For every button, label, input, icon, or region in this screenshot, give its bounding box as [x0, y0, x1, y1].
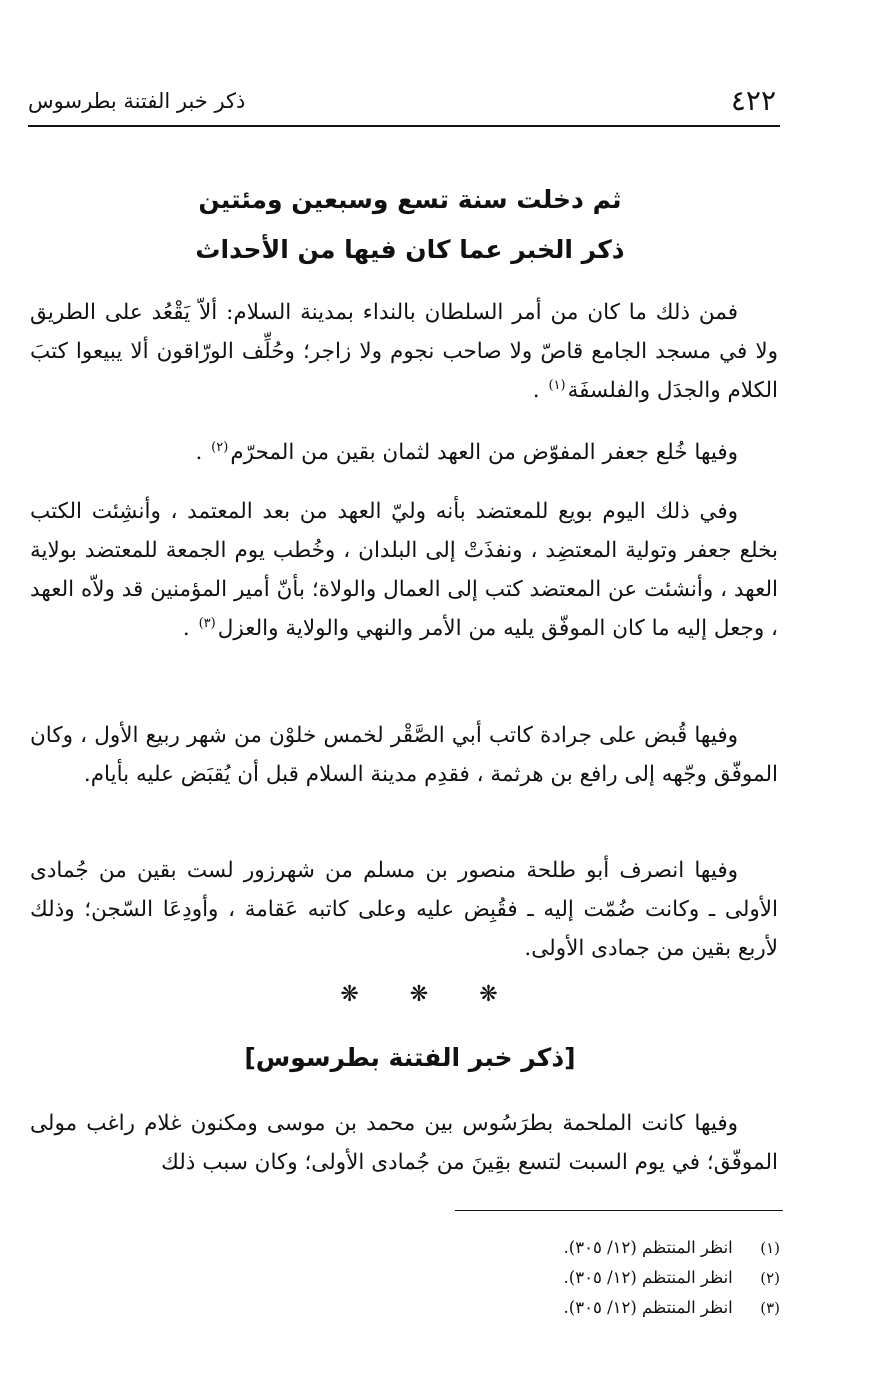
footnote-ref-2[interactable]: (٢) [211, 439, 229, 455]
paragraph-4: وفيها قُبض على جرادة كاتب أبي الصَّقْر لخمس خلوْن من شهر ربيع الأول ، وكان الموفّق وجّهه إلى رافع بن هرثمة ، فقدِم مدينة السلام قبل أن يُقبَض عليه بأيام. [30, 723, 778, 787]
paragraph-1-end: . [532, 378, 547, 403]
footnote [400, 1293, 780, 1323]
footnote-text: انظر المنتظم (١٢/ ٣٠٥). [563, 1298, 733, 1317]
footnote-ref-3[interactable]: (٣) [198, 615, 216, 631]
paragraph-2 [30, 433, 778, 472]
running-head [28, 82, 776, 122]
page-number: ٤٢٢ [730, 84, 776, 117]
footnote-text: انظر المنتظم (١٢/ ٣٠٥). [563, 1238, 733, 1257]
paragraph-1 [30, 293, 778, 410]
paragraph-3 [30, 492, 778, 648]
running-head-title: ذكر خبر الفتنة بطرسوس [28, 89, 246, 113]
footnote-ref-1[interactable]: (١) [548, 377, 566, 393]
footnote-rule [455, 1210, 783, 1211]
footnote [400, 1263, 780, 1293]
events-heading: ذكر الخبر عما كان فيها من الأحداث [195, 235, 625, 264]
paragraph-6: وفيها كانت الملحمة بطرَسُوس بين محمد بن موسى ومكنون غلام راغب مولى الموفّق؛ في يوم السبت لتسع بقِينَ من جُمادى الأولى؛ وكان سبب ذلك [30, 1111, 778, 1175]
section-title: [ذكر خبر الفتنة بطرسوس] [244, 1043, 576, 1072]
header-rule [28, 125, 780, 127]
section-separator: ❋ ❋ ❋ [340, 982, 520, 1007]
paragraph-5: وفيها انصرف أبو طلحة منصور بن مسلم من شهرزور لست بقين من جُمادى الأولى ـ وكانت ضُمّت إليه ـ فقُبِض عليه وعلى كاتبه عَقامة ، وأودِعَا السّجن؛ وذلك لأربع بقين من جمادى الأولى. [30, 858, 778, 961]
paragraph-2-text: وفيها خُلع جعفر المفوّض من العهد لثمان بقين من المحرّم [230, 440, 738, 465]
footnote-text: انظر المنتظم (١٢/ ٣٠٥). [563, 1268, 733, 1287]
paragraph-3-text: وفي ذلك اليوم بويع للمعتضد بأنه وليّ العهد من بعد المعتمد ، وأنشِئت الكتب بخلع جعفر وتولية المعتضِد ، ونفذَتْ إلى البلدان ، وخُطب يوم الجمعة للمعتضد بولاية العهد ، وأنشئت عن المعتضد كتب إلى العمال والولاة؛ بأنّ أمير المؤمنين قد ولاّه العهد ، وجعل إليه ما كان الموفّق يليه من الأمر والنهي والولاية والعزل [30, 499, 778, 641]
footnote-number: (١) [760, 1239, 780, 1257]
paragraph-1-text: فمن ذلك ما كان من أمر السلطان بالنداء بمدينة السلام: ألاّ يَقْعُد على الطريق ولا في مسجد الجامع قاصّ ولا صاحب نجوم ولا زاجر؛ وحُلِّف الورّاقون ألا يبيعوا كتبَ الكلام والجدَل والفلسفَة [30, 300, 778, 403]
paragraph-2-end: . [195, 440, 210, 465]
year-heading: ثم دخلت سنة تسع وسبعين ومئتين [198, 185, 622, 214]
paragraph-3-end: . [182, 616, 197, 641]
footnote [400, 1233, 780, 1263]
footnote-number: (٢) [760, 1269, 780, 1287]
footnotes [400, 1233, 780, 1323]
footnote-number: (٣) [760, 1299, 780, 1317]
